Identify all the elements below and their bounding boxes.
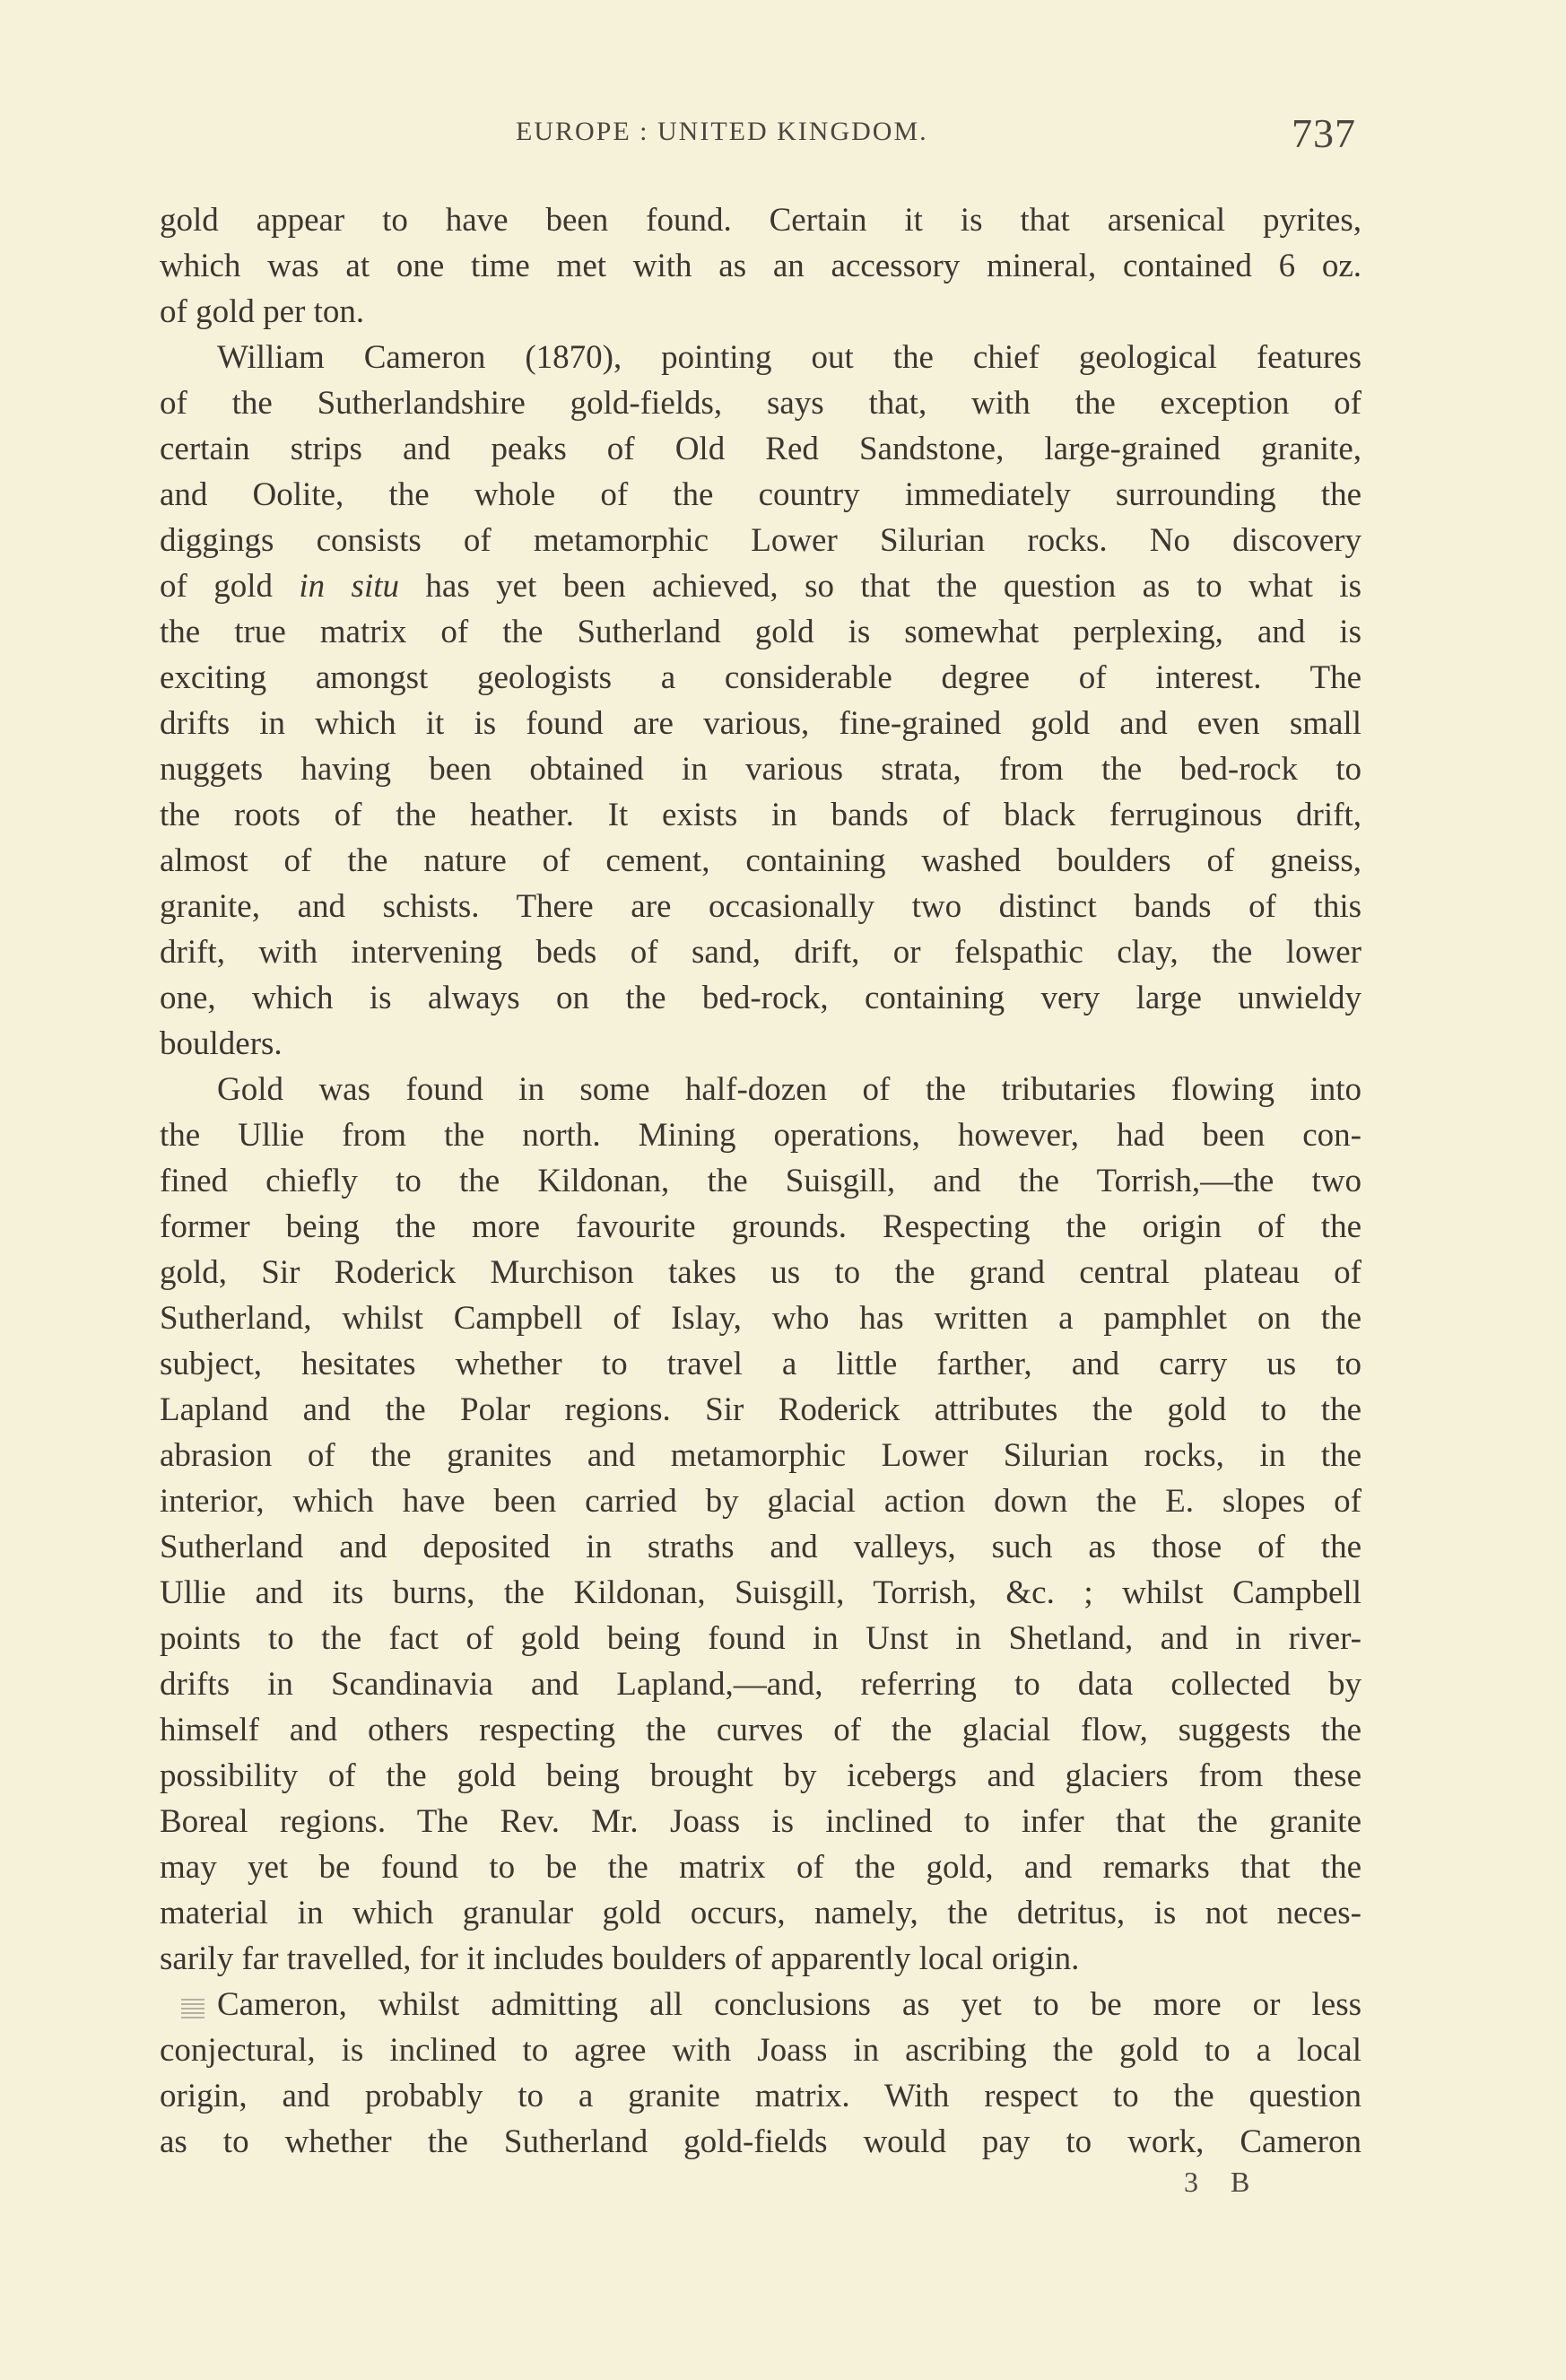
text-line [160, 1844, 1362, 1890]
text-line [160, 1661, 1362, 1707]
text-line [160, 792, 1362, 838]
line-text: Sutherland, whilst Campbell of Islay, who has written a pamphlet on the [160, 1300, 1362, 1337]
paragraph [160, 335, 1362, 1067]
text-line [160, 426, 1362, 472]
text-line [160, 1982, 1362, 2027]
text-line [160, 1204, 1362, 1250]
text-line [160, 929, 1362, 975]
line-text: Sutherland and deposited in straths and valleys, such as those of the [160, 1529, 1362, 1565]
text-line [160, 289, 1362, 335]
text-line [160, 1524, 1362, 1570]
line-text: drifts in which it is found are various, fine-grained gold and even small [160, 705, 1362, 742]
text-line [160, 838, 1362, 884]
line-text: certain strips and peaks of Old Red Sandstone, large-grained granite, [160, 431, 1362, 467]
paragraph [160, 1067, 1362, 1982]
line-text: and Oolite, the whole of the country immediately surrounding the [160, 476, 1362, 513]
text-line [160, 197, 1362, 243]
signature-mark: 3 B [1184, 2166, 1263, 2198]
text-line [160, 1433, 1362, 1478]
text-line [160, 1158, 1362, 1204]
line-text: diggings consists of metamorphic Lower Silurian rocks. No discovery [160, 522, 1362, 559]
italic-text: in situ [299, 568, 400, 605]
page-number: 737 [1292, 110, 1356, 156]
text-line [160, 1707, 1362, 1753]
line-text: origin, and probably to a granite matrix. With respect to the question [160, 2078, 1362, 2114]
paragraph [160, 197, 1362, 335]
text-line [160, 1616, 1362, 1661]
text-line [160, 2119, 1362, 2165]
line-text: drifts in Scandinavia and Lapland,—and, referring to data collected by [160, 1666, 1362, 1703]
text-line [160, 1570, 1362, 1616]
text-line [160, 563, 1362, 609]
line-text: gold, Sir Roderick Murchison takes us to the grand central plateau of [160, 1254, 1362, 1291]
text-line [160, 380, 1362, 426]
line-text: as to whether the Sutherland gold-fields would pay to work, Cameron [160, 2123, 1362, 2160]
line-text: which was at one time met with as an accessory mineral, contained 6 oz. [160, 248, 1362, 284]
paragraph [160, 1982, 1362, 2165]
line-text: William Cameron (1870), pointing out the chief geological features [217, 339, 1362, 376]
line-text: the true matrix of the Sutherland gold is somewhat perplexing, and is [160, 614, 1362, 650]
line-text: Cameron, whilst admitting all conclusions as yet to be more or less [217, 1986, 1362, 2023]
text-line [160, 1478, 1362, 1524]
line-text: granite, and schists. There are occasionally two distinct bands of this [160, 888, 1362, 925]
line-text: Boreal regions. The Rev. Mr. Joass is inclined to infer that the granite [160, 1803, 1362, 1840]
line-text: exciting amongst geologists a considerable degree of interest. The [160, 659, 1362, 696]
line-text: subject, hesitates whether to travel a little farther, and carry us to [160, 1346, 1362, 1382]
line-text: sarily far travelled, for it includes boulders of apparently local origin. [160, 1940, 1080, 1977]
text-line [160, 746, 1362, 792]
line-text: one, which is always on the bed-rock, containing very large unwieldy [160, 980, 1362, 1016]
line-text: of gold [160, 568, 300, 605]
text-line [160, 243, 1362, 289]
text-line [160, 1295, 1362, 1341]
text-line [160, 1250, 1362, 1295]
text-line [160, 2027, 1362, 2073]
line-text: Lapland and the Polar regions. Sir Roderick attributes the gold to the [160, 1391, 1362, 1428]
line-text: former being the more favourite grounds. Respecting the origin of the [160, 1208, 1362, 1245]
text-line [160, 1799, 1362, 1844]
line-text: points to the fact of gold being found in Unst in Shetland, and in river- [160, 1620, 1362, 1657]
line-text: boulders. [160, 1025, 283, 1062]
body-text [160, 197, 1362, 2165]
text-line [160, 472, 1362, 518]
text-line [160, 1936, 1362, 1982]
text-line [160, 884, 1362, 929]
text-line [160, 518, 1362, 563]
line-text: conjectural, is inclined to agree with Joass in ascribing the gold to a local [160, 2032, 1362, 2069]
line-text: interior, which have been carried by glacial action down the E. slopes of [160, 1483, 1362, 1520]
text-line [160, 1890, 1362, 1936]
line-text: almost of the nature of cement, containing washed boulders of gneiss, [160, 842, 1362, 879]
line-text: Ullie and its burns, the Kildonan, Suisgill, Torrish, &c. ; whilst Campbell [160, 1574, 1362, 1611]
line-text: the Ullie from the north. Mining operations, however, had been con- [160, 1117, 1362, 1154]
line-text: Gold was found in some half-dozen of the tributaries flowing into [217, 1071, 1362, 1108]
line-text: fined chiefly to the Kildonan, the Suisgill, and the Torrish,—the two [160, 1163, 1362, 1199]
line-text: the roots of the heather. It exists in bands of black ferruginous drift, [160, 797, 1362, 833]
text-line [160, 1387, 1362, 1433]
line-text: nuggets having been obtained in various strata, from the bed-rock to [160, 751, 1362, 788]
line-text: has yet been achieved, so that the question as to what is [399, 568, 1362, 605]
line-text: drift, with intervening beds of sand, drift, or felspathic clay, the lower [160, 934, 1362, 971]
line-text: material in which granular gold occurs, namely, the detritus, is not neces- [160, 1895, 1362, 1931]
line-text: of gold per ton. [160, 293, 365, 330]
printer-mark-icon [181, 1997, 204, 2018]
text-line [160, 975, 1362, 1021]
line-text: abrasion of the granites and metamorphic Lower Silurian rocks, in the [160, 1437, 1362, 1474]
text-line [160, 2073, 1362, 2119]
line-text: possibility of the gold being brought by icebergs and glaciers from these [160, 1757, 1362, 1794]
running-head: EUROPE : UNITED KINGDOM. [516, 117, 928, 146]
text-line [160, 335, 1362, 380]
text-line [160, 1341, 1362, 1387]
text-line [160, 655, 1362, 701]
text-line [160, 1067, 1362, 1112]
line-text: gold appear to have been found. Certain it is that arsenical pyrites, [160, 202, 1362, 239]
text-line [160, 1112, 1362, 1158]
line-text: of the Sutherlandshire gold-fields, says that, with the exception of [160, 385, 1362, 422]
text-line [160, 1021, 1362, 1067]
text-line [160, 1753, 1362, 1799]
text-line [160, 701, 1362, 746]
line-text: may yet be found to be the matrix of the gold, and remarks that the [160, 1849, 1362, 1886]
text-line [160, 609, 1362, 655]
line-text: himself and others respecting the curves of the glacial flow, suggests the [160, 1712, 1362, 1748]
